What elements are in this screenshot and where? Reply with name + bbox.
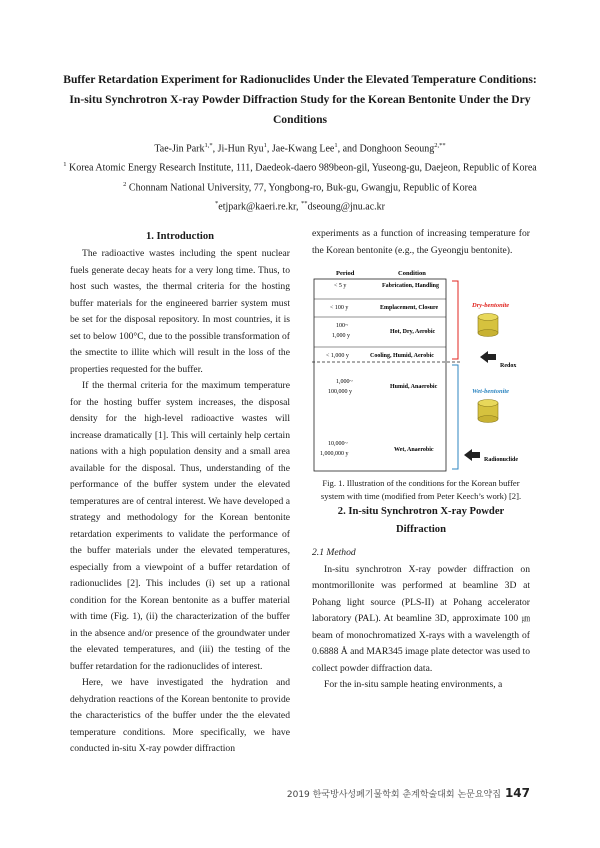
dry-bentonite-label: Dry-bentonite (472, 302, 510, 309)
condition-label: Wet, Anaerobic (394, 447, 434, 453)
email-link: dseoung@jnu.ac.kr (307, 201, 385, 213)
period-label: 100,000 y (328, 389, 352, 395)
header-condition: Condition (398, 270, 426, 277)
author-name: and Donghoon Seoung (342, 143, 435, 155)
email-link: etjpark@kaeri.re.kr, (218, 201, 299, 213)
author-name: Ji-Hun Ryu (217, 143, 264, 155)
section-heading: 2. In-situ Synchrotron X-ray Powder Diffraction (337, 506, 505, 535)
page-number: 147 (504, 786, 530, 800)
page-footer (287, 786, 530, 800)
paragraph: For the in-situ sample heating environments, a (324, 679, 503, 690)
author-name: Tae-Jin Park (154, 143, 205, 155)
period-label: < 100 y (330, 305, 349, 311)
radionuclide-arrow-icon (464, 449, 480, 461)
paragraph: In-situ synchrotron X-ray powder diffraction on montmorillonite was performed at beamline 3D at Pohang light source (PLS-II) at Pohang accelerator laboratory (PAL). At beamline 3D, approximate 100 ㎛ beam of monochromatized X-rays with a wavelength of 0.6888 Å and MAR345 image plate detector was used to collect powder diffraction data. (312, 563, 530, 674)
period-label: 1,000 y (332, 333, 350, 339)
period-label: 1,000~ (336, 379, 353, 385)
footer-text: 2019 한국방사성폐기물학회 춘계학술대회 논문요약집 (286, 790, 501, 800)
period-label: 100~ (336, 323, 349, 329)
paragraph: experiments as a function of increasing temperature for the Korean bentonite (e.g., the Gyeongju bentonite). (312, 228, 530, 256)
figure-caption: Fig. 1. Illustration of the conditions for the Korean buffer system with time (modified from Peter Keech’s work) [2]. (320, 478, 522, 501)
author-line: Tae-Jin Park$^{1,*}$, Ji-Hun Ryu$^1$, Jae-Kwang Lee$^1$, and Donghoon Seoung$^{2,**}$ (154, 142, 446, 155)
wet-bentonite-label: Wet-bentonite (472, 388, 510, 395)
condition-label: Fabrication, Handling (382, 283, 440, 289)
condition-label: Emplacement, Closure (380, 305, 439, 311)
right-column (312, 226, 530, 694)
buffer-conditions-diagram (312, 267, 528, 473)
paper-title: Buffer Retardation Experiment for Radionuclides Under the Elevated Temperature Conditions: In-situ Synchrotron X-ray Powder Diffraction Study for the Korean Bentonite Under the Dry Conditions (63, 73, 537, 126)
figure-1 (312, 267, 528, 473)
author-name: Jae-Kwang Lee (271, 143, 335, 155)
subsection-heading: 2.1 Method (312, 547, 356, 558)
paragraph: The radioactive wastes including the spent nuclear fuels generate decay heats for a very long time. Thus, to host such wastes, the thermal criteria for the hosting buffer materials for the engineered barrier system must be set for the disposal repository. In most countries, it is set to below 100°C, due to the possible transformation of the smectite to illite which will result in the loss of the properties requested for the buffer. (70, 248, 290, 375)
radionuclide-label: Radionuclide (484, 457, 519, 463)
paragraph: If the thermal criteria for the maximum temperature for the hosting buffer system increases, the disposal density for the high-level radioactive wastes will increase dramatically [1]. This will certainly help certain nations with a high population density and a small area available for the disposal. Thus, understanding of the performance of the buffer system under the elevated temperatures are of central interest. We have developed a strategy and methodology for the Korean bentonite retardation experiments to validate the performance of the buffer materials under the elevated temperatures, especially from a viewpoint of a buffer retardation of radionuclides [2]. This includes (i) set up a rational condition for the Korean bentonite as a buffer material with time (Fig. 1), (ii) the characterization of the buffer in the absence and/or presence of the groundwater under the elevated temperatures, and (iii) the testing of the buffer retardation for the radionuclides of interest. (70, 380, 290, 672)
condition-label: Cooling, Humid, Aerobic (370, 353, 434, 359)
period-label: 1,000,000 y (320, 451, 349, 457)
header-period: Period (336, 270, 355, 277)
email-line: *etjpark@kaeri.re.kr, **dseoung@jnu.ac.kr (215, 199, 385, 213)
affiliation-1: $^1$ Korea Atomic Energy Research Institute, 111, Daedeok-daero 989beon-gil, Yuseong-gu, Daejeon, Republic of Korea (63, 161, 537, 174)
paragraph: Here, we have investigated the hydration and dehydration reactions of the Korean bentonite to provide the characteristics of the buffer under the the elevated temperature conditions. More specifically, we have conducted in-situ X-ray powder diffraction (70, 677, 290, 754)
wet-bentonite-cylinder-icon (478, 400, 498, 423)
period-label: < 1,000 y (326, 353, 349, 359)
condition-label: Hot, Dry, Aerobic (390, 329, 436, 335)
left-column (70, 228, 290, 758)
section-heading: 1. Introduction (145, 231, 215, 242)
dry-bentonite-cylinder-icon (478, 314, 498, 337)
dry-bracket (452, 281, 458, 359)
wet-bracket (452, 365, 458, 469)
redox-label: Redox (500, 363, 517, 369)
period-label: < 5 y (334, 283, 347, 289)
condition-label: Humid, Anaerobic (390, 384, 438, 390)
affiliation-2: $^2$ Chonnam National University, 77, Yongbong-ro, Buk-gu, Gwangju, Republic of Korea (123, 180, 477, 193)
period-label: 10,000~ (328, 441, 348, 447)
author-block (40, 138, 560, 215)
redox-arrow-icon (480, 351, 496, 363)
